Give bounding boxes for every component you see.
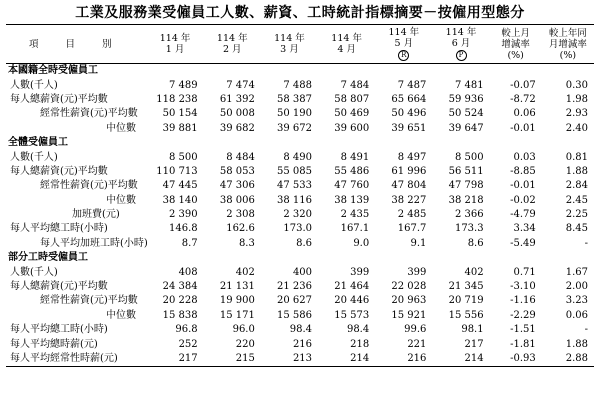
- cell-value: 217: [464, 338, 484, 350]
- cell-mom-change: -1.16: [510, 295, 536, 307]
- header-mom-change: 較上月 增減率 (%): [490, 25, 542, 64]
- cell-yoy-change: 1.67: [565, 266, 588, 278]
- header-item: 項 目 別: [6, 25, 146, 64]
- cell-value: [204, 64, 261, 79]
- cell-value: 21 345: [448, 281, 484, 293]
- cell-value: 7 484: [340, 79, 370, 91]
- header-month: [375, 25, 432, 64]
- cell-value: 38 116: [277, 194, 313, 206]
- cell-value: 402: [464, 266, 484, 278]
- cell-value: 216: [292, 338, 313, 350]
- cell-value: 214: [432, 352, 489, 367]
- header-month: [261, 25, 318, 64]
- cell-yoy-change: 2.25: [565, 209, 588, 221]
- cell-value: 252: [178, 338, 198, 350]
- table-row: [6, 323, 594, 337]
- cell-value: 167.1: [340, 223, 370, 235]
- cell-value: 38 006: [219, 194, 255, 206]
- row-label: 每人平均總工時(小時): [10, 324, 108, 336]
- cell-yoy-change: [542, 64, 594, 79]
- row-label: 中位數: [106, 122, 136, 134]
- cell-value: 7 487: [397, 79, 427, 91]
- cell-value: [375, 136, 432, 150]
- table-row: [6, 280, 594, 294]
- cell-value: 8 497: [397, 151, 427, 163]
- cell-yoy-change: -: [584, 324, 588, 336]
- cell-value: 39 600: [334, 122, 370, 134]
- cell-value: 20 719: [448, 295, 484, 307]
- cell-value: 215: [204, 352, 261, 367]
- cell-mom-change: 0.03: [513, 151, 536, 163]
- cell-value: 98.1: [461, 324, 484, 336]
- table-row: [6, 179, 594, 193]
- cell-value: [432, 136, 489, 150]
- cell-value: 20 446: [334, 295, 370, 307]
- cell-value: [375, 64, 432, 79]
- cell-mom-change: 3.34: [513, 223, 536, 235]
- row-label: 每人總薪資(元)平均數: [10, 165, 108, 177]
- cell-value: 50 008: [219, 108, 255, 120]
- cell-value: 2 435: [340, 209, 370, 221]
- cell-value: 8.3: [238, 237, 255, 249]
- cell-value: 59 936: [448, 93, 484, 105]
- cell-value: [318, 136, 375, 150]
- cell-value: 56 511: [448, 165, 484, 177]
- preliminary-mark: P: [456, 50, 467, 61]
- cell-yoy-change: 1.88: [565, 338, 588, 350]
- cell-value: 2 366: [454, 209, 484, 221]
- cell-value: 9.0: [353, 237, 370, 249]
- header-month: [204, 25, 261, 64]
- section-title: 本國籍全時受僱員工: [8, 65, 98, 77]
- cell-value: 38 218: [448, 194, 484, 206]
- cell-value: 55 085: [277, 165, 313, 177]
- cell-value: 7 474: [226, 79, 255, 91]
- cell-value: [261, 136, 318, 150]
- cell-value: 50 524: [448, 108, 484, 120]
- cell-yoy-change: 2.45: [565, 194, 588, 206]
- cell-mom-change: -0.07: [510, 79, 536, 91]
- cell-yoy-change: 0.06: [565, 309, 588, 321]
- cell-value: 8 490: [283, 151, 313, 163]
- cell-value: 214: [318, 352, 375, 367]
- cell-value: 58 807: [334, 93, 370, 105]
- cell-value: 58 053: [219, 165, 255, 177]
- cell-value: 47 760: [334, 180, 370, 192]
- cell-value: [318, 64, 375, 79]
- cell-value: 399: [350, 266, 370, 278]
- cell-value: [146, 136, 203, 150]
- cell-mom-change: 0.06: [513, 108, 536, 120]
- cell-value: 55 486: [334, 165, 370, 177]
- header-month: [432, 25, 489, 64]
- section-title: 全體受僱員工: [8, 137, 68, 149]
- cell-value: 8.6: [467, 237, 484, 249]
- table-row: [6, 93, 594, 107]
- cell-value: 118 238: [156, 93, 198, 105]
- cell-value: 8 500: [454, 151, 484, 163]
- cell-value: 20 228: [162, 295, 198, 307]
- table-body: [6, 64, 594, 367]
- cell-value: 61 996: [391, 165, 427, 177]
- cell-value: [261, 64, 318, 79]
- cell-value: 15 573: [334, 309, 370, 321]
- cell-mom-change: [490, 136, 542, 150]
- cell-yoy-change: 2.88: [542, 352, 594, 367]
- table-row: [6, 194, 594, 208]
- header-month: [146, 25, 203, 64]
- cell-value: 47 306: [219, 180, 255, 192]
- table-header-row: [6, 25, 594, 64]
- cell-mom-change: -3.10: [510, 281, 536, 293]
- cell-mom-change: -8.85: [510, 165, 536, 177]
- row-label: 經常性薪資(元)平均數: [40, 180, 138, 192]
- table-row: [6, 122, 594, 136]
- cell-value: [318, 251, 375, 265]
- cell-yoy-change: [542, 136, 594, 150]
- section-title: 部分工時受僱員工: [8, 252, 88, 264]
- row-label: 每人總薪資(元)平均數: [10, 281, 108, 293]
- row-label: 每人總薪資(元)平均數: [10, 93, 108, 105]
- section-header-row: [6, 251, 594, 265]
- cell-yoy-change: 2.84: [565, 180, 588, 192]
- cell-value: 39 672: [277, 122, 313, 134]
- cell-value: [146, 64, 203, 79]
- cell-value: 8 491: [340, 151, 370, 163]
- header-month-label: 114 年 3 月: [274, 33, 305, 55]
- row-label: 每人平均總時薪(元): [10, 338, 98, 350]
- cell-mom-change: 0.71: [513, 266, 536, 278]
- cell-yoy-change: 1.98: [565, 93, 588, 105]
- table-row: [6, 352, 594, 367]
- cell-value: 20 963: [391, 295, 427, 307]
- cell-value: 58 387: [277, 93, 313, 105]
- row-label: 每人平均加班工時(小時): [40, 237, 148, 249]
- row-label: 中位數: [106, 194, 136, 206]
- cell-value: 99.6: [404, 324, 427, 336]
- cell-value: 24 384: [162, 281, 198, 293]
- cell-value: 39 682: [219, 122, 255, 134]
- header-yoy-change: 較上年同 月增減率 (%): [542, 25, 594, 64]
- cell-value: 8 484: [226, 151, 255, 163]
- cell-value: 96.8: [175, 324, 198, 336]
- cell-yoy-change: 8.45: [565, 223, 588, 235]
- row-label: 經常性薪資(元)平均數: [40, 295, 138, 307]
- cell-value: 221: [407, 338, 427, 350]
- cell-value: 15 586: [277, 309, 313, 321]
- header-month: [318, 25, 375, 64]
- cell-value: 400: [292, 266, 313, 278]
- cell-value: 47 533: [277, 180, 313, 192]
- cell-value: 2 485: [397, 209, 427, 221]
- cell-value: 218: [350, 338, 370, 350]
- cell-mom-change: -0.02: [510, 194, 536, 206]
- cell-value: 167.7: [397, 223, 427, 235]
- cell-value: 9.1: [410, 237, 427, 249]
- section-header-row: [6, 136, 594, 150]
- cell-value: 38 227: [391, 194, 427, 206]
- cell-value: 15 556: [448, 309, 484, 321]
- row-label: 人數(千人): [10, 266, 58, 278]
- cell-value: [146, 251, 203, 265]
- cell-value: 8.7: [181, 237, 198, 249]
- cell-value: 15 921: [391, 309, 427, 321]
- cell-yoy-change: 2.00: [565, 281, 588, 293]
- cell-mom-change: [490, 251, 542, 265]
- cell-value: 38 140: [162, 194, 198, 206]
- revised-mark: R: [398, 50, 409, 61]
- cell-mom-change: [490, 64, 542, 79]
- cell-yoy-change: 3.23: [565, 295, 588, 307]
- cell-value: 47 445: [162, 180, 198, 192]
- cell-mom-change: -0.93: [490, 352, 542, 367]
- cell-yoy-change: 1.88: [565, 165, 588, 177]
- cell-yoy-change: 2.40: [565, 122, 588, 134]
- table-row: [6, 150, 594, 164]
- cell-yoy-change: 2.93: [565, 108, 588, 120]
- header-month-label: 114 年 6 月: [445, 27, 477, 49]
- cell-value: 65 664: [391, 93, 427, 105]
- row-label: 經常性薪資(元)平均數: [40, 108, 138, 120]
- cell-value: 39 647: [448, 122, 484, 134]
- cell-value: [432, 64, 489, 79]
- cell-mom-change: -0.01: [510, 180, 536, 192]
- table-row: [6, 222, 594, 236]
- row-label: 中位數: [106, 309, 136, 321]
- cell-yoy-change: -: [584, 237, 588, 249]
- cell-mom-change: -8.72: [510, 93, 536, 105]
- cell-value: 50 496: [391, 108, 427, 120]
- table-row: [6, 294, 594, 308]
- cell-value: [204, 251, 261, 265]
- cell-value: [432, 251, 489, 265]
- cell-value: 399: [407, 266, 427, 278]
- cell-value: 2 308: [226, 209, 255, 221]
- header-month-label: 114 年 4 月: [331, 33, 362, 55]
- header-month-label: 114 年 5 月: [388, 27, 420, 49]
- table-row: [6, 265, 594, 279]
- cell-value: 39 651: [391, 122, 427, 134]
- cell-yoy-change: 0.81: [565, 151, 588, 163]
- header-month-label: 114 年 2 月: [216, 33, 248, 55]
- table-row: [6, 309, 594, 323]
- page-title: 工業及服務業受僱員工人數、薪資、工時統計指標摘要－按僱用型態分: [75, 5, 525, 21]
- cell-value: 7 489: [169, 79, 198, 91]
- header-month-label: 114 年 1 月: [159, 33, 191, 55]
- table-row: [6, 208, 594, 222]
- table-row: [6, 337, 594, 351]
- table-row: [6, 237, 594, 251]
- cell-value: 22 028: [391, 281, 427, 293]
- cell-yoy-change: [542, 251, 594, 265]
- table-row: [6, 165, 594, 179]
- cell-value: 8.6: [296, 237, 313, 249]
- cell-value: 402: [235, 266, 255, 278]
- cell-value: [204, 136, 261, 150]
- cell-mom-change: -2.29: [510, 309, 536, 321]
- row-label: 人數(千人): [10, 151, 58, 163]
- cell-value: 39 881: [162, 122, 198, 134]
- cell-value: 216: [375, 352, 432, 367]
- cell-value: 38 139: [334, 194, 370, 206]
- section-header-row: [6, 64, 594, 79]
- cell-value: 15 838: [162, 309, 198, 321]
- cell-yoy-change: 0.30: [565, 79, 588, 91]
- cell-value: 21 131: [219, 281, 255, 293]
- cell-value: 220: [235, 338, 255, 350]
- cell-value: 19 900: [219, 295, 255, 307]
- cell-value: 47 798: [448, 180, 484, 192]
- cell-mom-change: -1.81: [510, 338, 536, 350]
- row-label: 每人平均經常性時薪(元): [6, 352, 146, 367]
- cell-value: 8 500: [169, 151, 198, 163]
- table-row: [6, 107, 594, 121]
- cell-value: [375, 251, 432, 265]
- cell-value: 7 481: [454, 79, 484, 91]
- statistics-table: [6, 24, 594, 367]
- cell-value: 47 804: [391, 180, 427, 192]
- cell-value: [261, 251, 318, 265]
- cell-value: 213: [261, 352, 318, 367]
- cell-value: 110 713: [156, 165, 198, 177]
- cell-value: 2 320: [283, 209, 313, 221]
- row-label: 加班費(元): [72, 209, 120, 221]
- cell-value: 146.8: [169, 223, 198, 235]
- cell-mom-change: -1.51: [510, 324, 536, 336]
- cell-value: 21 464: [334, 281, 370, 293]
- cell-value: 61 392: [219, 93, 255, 105]
- cell-value: 50 154: [162, 108, 198, 120]
- cell-mom-change: -5.49: [510, 237, 536, 249]
- row-label: 每人平均總工時(小時): [10, 223, 108, 235]
- cell-value: 162.6: [226, 223, 255, 235]
- cell-value: 98.4: [346, 324, 370, 336]
- cell-mom-change: -4.79: [510, 209, 536, 221]
- cell-value: 15 171: [219, 309, 255, 321]
- cell-value: 96.0: [232, 324, 255, 336]
- cell-value: 21 236: [277, 281, 313, 293]
- cell-value: 173.0: [283, 223, 313, 235]
- cell-value: 173.3: [454, 223, 484, 235]
- row-label: 人數(千人): [10, 79, 58, 91]
- cell-value: 20 627: [277, 295, 313, 307]
- cell-mom-change: -0.01: [510, 122, 536, 134]
- cell-value: 408: [178, 266, 198, 278]
- table-row: [6, 78, 594, 92]
- cell-value: 50 469: [334, 108, 370, 120]
- cell-value: 217: [146, 352, 203, 367]
- cell-value: 50 190: [277, 108, 313, 120]
- cell-value: 2 390: [169, 209, 198, 221]
- cell-value: 7 488: [283, 79, 313, 91]
- cell-value: 98.4: [289, 324, 313, 336]
